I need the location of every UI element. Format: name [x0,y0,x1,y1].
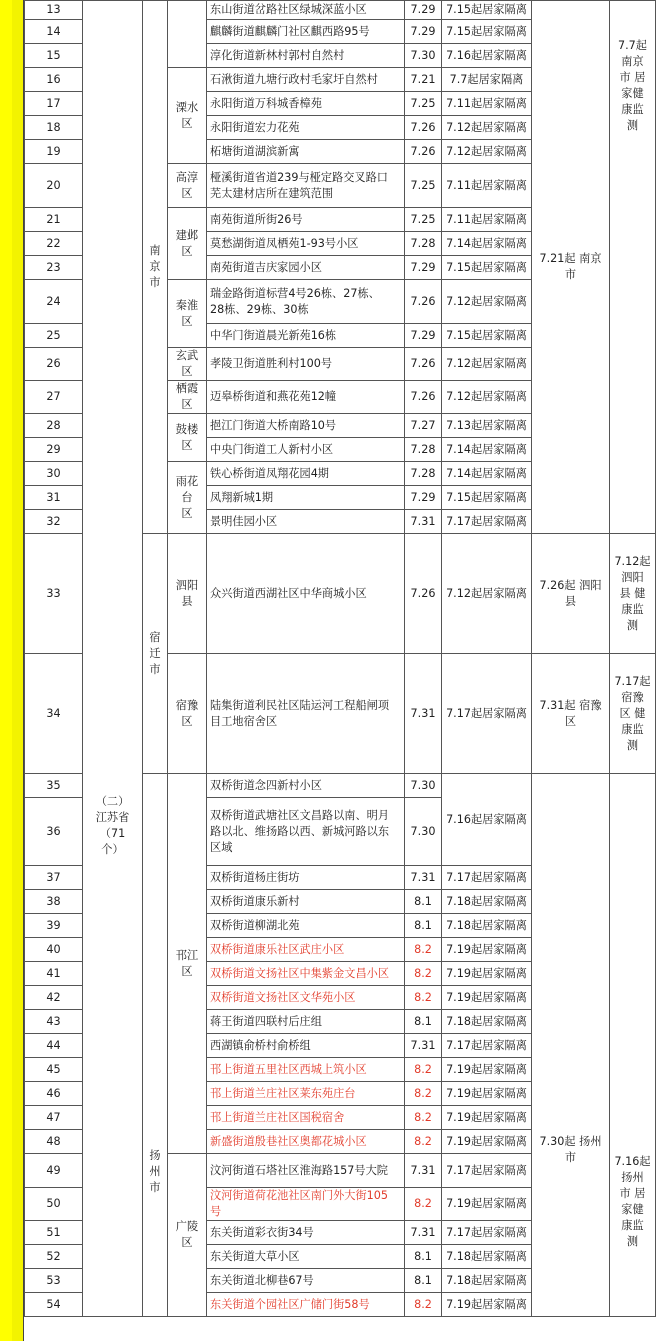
date-cell: 7.28 [405,462,442,486]
isolation-cell: 7.7起居家隔离 [442,68,532,92]
date-cell: 7.25 [405,208,442,232]
address-cell: 孝陵卫街道胜利村100号 [207,348,405,381]
date-cell: 7.31 [405,1034,442,1058]
date-cell: 8.1 [405,1245,442,1269]
health-suyu [610,654,656,774]
district-guangling: 广陵区 [168,1154,207,1317]
date-cell: 8.2 [405,1130,442,1154]
address-cell: 东关街道个园社区广储门街58号 [207,1293,405,1317]
address-cell [207,798,405,866]
address-cell: 众兴街道西湖社区中华商城小区 [207,534,405,654]
health-nanjing-line: 市 居 [619,71,646,84]
health-yangzhou-line: 测 [626,1235,639,1248]
address-cell: 邗上街道兰庄社区国税宿舍 [207,1106,405,1130]
city-nanjing-line: 京 [149,260,161,273]
isolation-cell: 7.17起居家隔离 [442,1221,532,1245]
highlight-bar-edge [12,0,24,1341]
address-cell [207,654,405,774]
address-line: 目工地宿舍区 [210,714,278,728]
row-number: 23 [25,256,83,280]
row-number: 33 [25,534,83,654]
address-cell: 双桥街道文扬社区文华苑小区 [207,986,405,1010]
health-suyu-line: 测 [626,738,639,752]
address-line: 区域 [210,840,233,854]
date-cell: 7.31 [405,1154,442,1188]
date-cell: 7.28 [405,438,442,462]
address-line: 双桥街道武塘社区文昌路以南、明月 [210,808,390,822]
isolation-cell: 7.15起居家隔离 [442,324,532,348]
city-yangzhou-line: 市 [149,1181,161,1194]
row-number: 53 [25,1269,83,1293]
health-siyang [610,534,656,654]
row-number: 46 [25,1082,83,1106]
address-cell [207,164,405,208]
isolation-cell: 7.18起居家隔离 [442,1245,532,1269]
date-cell: 7.26 [405,348,442,381]
row-number: 41 [25,962,83,986]
date-cell: 8.1 [405,1269,442,1293]
address-line: 路以北、维扬路以西、新城河路以东 [210,824,390,838]
address-cell: 双桥街道念四新村小区 [207,774,405,798]
isolation-cell: 7.16起居家隔离 [442,44,532,68]
row-number: 28 [25,414,83,438]
district-jianye: 建邺区 [168,208,207,280]
health-suyu-line: 区 健 [619,706,646,720]
city-suqian-line: 宿 [149,630,161,644]
province-line: （71 [99,827,126,840]
isolation-cell: 7.17起居家隔离 [442,510,532,534]
isolation-cell: 7.15起居家隔离 [442,1,532,20]
district-qixia: 栖霞区 [168,381,207,414]
health-yangzhou [610,774,656,1317]
province-line: （二） [95,795,130,808]
date-cell: 7.31 [405,654,442,774]
isolation-cell: 7.12起居家隔离 [442,280,532,324]
district-yuhuatai [168,462,207,534]
city-yangzhou-line: 扬 [149,1149,161,1162]
district-xuanwu: 玄武区 [168,348,207,381]
city-suqian-line: 迁 [149,646,161,660]
address-cell: 邗上街道兰庄社区莱东苑庄台 [207,1082,405,1106]
date-cell: 8.2 [405,938,442,962]
health-nanjing-line: 家健 [621,87,644,100]
date-cell: 8.2 [405,1188,442,1221]
address-line: 桠溪街道省道239与桠定路交叉路口 [210,170,388,184]
address-cell: 西湖镇俞桥村俞桥组 [207,1034,405,1058]
address-cell: 邗上街道五里社区西城上筑小区 [207,1058,405,1082]
isolation-cell: 7.19起居家隔离 [442,938,532,962]
health-siyang-line: 7.12起 [614,554,651,568]
address-cell: 迈皋桥街道和燕花苑12幢 [207,381,405,414]
row-number: 27 [25,381,83,414]
row-number: 26 [25,348,83,381]
address-cell: 南苑街道吉庆家园小区 [207,256,405,280]
row-number: 51 [25,1221,83,1245]
isolation-table [24,0,656,1317]
city-nanjing-line: 市 [149,276,161,289]
row-number: 37 [25,866,83,890]
date-cell: 8.1 [405,914,442,938]
address-cell: 东关街道北柳巷67号 [207,1269,405,1293]
isolation-cell: 7.15起居家隔离 [442,256,532,280]
row-number: 24 [25,280,83,324]
row-number: 16 [25,68,83,92]
city-yangzhou [143,774,168,1317]
district-qinhuai: 秦淮区 [168,280,207,348]
isolation-cell: 7.17起居家隔离 [442,1034,532,1058]
date-cell: 7.30 [405,774,442,798]
health-yangzhou-line: 康监 [621,1219,644,1232]
start-siyang [532,534,610,654]
address-cell: 双桥街道康乐社区武庄小区 [207,938,405,962]
address-line: 芜太建材店所在建筑范围 [210,186,334,200]
date-cell: 8.1 [405,890,442,914]
health-suyu-line: 7.17起 [614,674,651,688]
start-siyang-line: 县 [564,594,577,608]
city-nanjing [143,1,168,534]
district-yuhuatai-line: 区 [181,506,193,520]
health-siyang-line: 康监 [621,602,644,616]
address-cell: 双桥街道康乐新村 [207,890,405,914]
isolation-cell: 7.14起居家隔离 [442,232,532,256]
address-cell: 莫愁湖街道凤栖苑1-93号小区 [207,232,405,256]
date-cell: 7.26 [405,140,442,164]
district-yuhuatai-line: 雨花台 [175,474,199,504]
isolation-cell: 7.12起居家隔离 [442,534,532,654]
address-cell: 中央门街道工人新村小区 [207,438,405,462]
date-cell: 7.28 [405,232,442,256]
address-cell: 新盛街道殷巷社区奥都花城小区 [207,1130,405,1154]
address-line: 28栋、29栋、30栋 [210,302,309,316]
date-cell: 8.2 [405,1293,442,1317]
isolation-cell: 7.17起居家隔离 [442,1154,532,1188]
row-number: 15 [25,44,83,68]
date-cell: 7.27 [405,414,442,438]
row-number: 22 [25,232,83,256]
health-nanjing-line: 7.7起 [618,39,647,52]
city-nanjing-line: 南 [149,244,161,257]
row-number: 44 [25,1034,83,1058]
date-cell: 8.2 [405,1058,442,1082]
address-line: 汶河街道荷花池社区南门外大街105 [210,1189,388,1202]
address-line: 陆集街道利民社区陆运河工程船闸项 [210,698,390,712]
address-cell [207,1188,405,1221]
isolation-cell: 7.18起居家隔离 [442,1269,532,1293]
isolation-cell: 7.15起居家隔离 [442,20,532,44]
district-siyang: 泗阳县 [168,534,207,654]
isolation-cell: 7.11起居家隔离 [442,92,532,116]
start-suyu: 7.31起 宿豫区 [532,654,610,774]
date-cell: 7.25 [405,92,442,116]
health-yangzhou-line: 扬州 [621,1171,644,1184]
isolation-cell: 7.18起居家隔离 [442,890,532,914]
address-cell: 双桥街道文扬社区中集紫金文昌小区 [207,962,405,986]
isolation-cell: 7.12起居家隔离 [442,116,532,140]
isolation-cell: 7.15起居家隔离 [442,486,532,510]
isolation-cell: 7.18起居家隔离 [442,914,532,938]
row-number: 17 [25,92,83,116]
row-number: 13 [25,1,83,20]
health-yangzhou-line: 家健 [621,1203,644,1216]
isolation-cell: 7.19起居家隔离 [442,1082,532,1106]
district-cell-blank [168,1,207,68]
health-nanjing-line: 康监 [621,103,644,116]
date-cell: 7.30 [405,44,442,68]
isolation-cell: 7.19起居家隔离 [442,962,532,986]
row-number: 42 [25,986,83,1010]
row-number: 20 [25,164,83,208]
isolation-cell: 7.14起居家隔离 [442,438,532,462]
row-number: 30 [25,462,83,486]
isolation-cell: 7.19起居家隔离 [442,1130,532,1154]
isolation-cell: 7.17起居家隔离 [442,654,532,774]
isolation-cell: 7.19起居家隔离 [442,986,532,1010]
address-cell: 东关街道彩衣街34号 [207,1221,405,1245]
city-yangzhou-line: 州 [149,1165,161,1178]
start-yangzhou-line: 7.30起 扬州 [539,1135,602,1148]
address-cell: 麒麟街道麒麟门社区麒西路95号 [207,20,405,44]
start-siyang-line: 7.26起 泗阳 [539,578,602,592]
address-cell: 石湫街道九塘行政村毛家圩自然村 [207,68,405,92]
address-cell: 东山街道岔路社区绿城深蓝小区 [207,1,405,20]
address-cell: 双桥街道杨庄街坊 [207,866,405,890]
date-cell: 7.29 [405,256,442,280]
row-number: 40 [25,938,83,962]
date-cell: 7.26 [405,381,442,414]
date-cell: 7.31 [405,1221,442,1245]
row-number: 35 [25,774,83,798]
date-cell: 7.29 [405,20,442,44]
isolation-cell: 7.18起居家隔离 [442,1010,532,1034]
health-nanjing-line: 测 [626,119,639,132]
row-number: 49 [25,1154,83,1188]
date-cell: 7.29 [405,324,442,348]
start-yangzhou-line: 市 [564,1151,577,1164]
row-number: 31 [25,486,83,510]
isolation-cell: 7.17起居家隔离 [442,866,532,890]
row-number: 38 [25,890,83,914]
date-cell: 7.26 [405,534,442,654]
date-cell: 7.21 [405,68,442,92]
isolation-cell: 7.14起居家隔离 [442,462,532,486]
district-lishui: 溧水区 [168,68,207,164]
row-number: 48 [25,1130,83,1154]
address-cell: 景明佳园小区 [207,510,405,534]
row-number: 39 [25,914,83,938]
district-suyu: 宿豫区 [168,654,207,774]
address-cell [207,280,405,324]
district-hanjiang: 邗江区 [168,774,207,1154]
address-cell: 双桥街道柳湖北苑 [207,914,405,938]
province-line: 江苏省 [95,811,130,824]
address-cell: 铁心桥街道凤翔花园4期 [207,462,405,486]
isolation-cell: 7.11起居家隔离 [442,164,532,208]
date-cell: 7.29 [405,1,442,20]
address-cell: 凤翔新城1期 [207,486,405,510]
address-cell: 南苑街道所街26号 [207,208,405,232]
highlight-bar [0,0,12,1341]
row-number: 54 [25,1293,83,1317]
address-line: 瑞金路街道标营4号26栋、27栋、 [210,286,380,300]
isolation-cell: 7.19起居家隔离 [442,1106,532,1130]
date-cell: 8.2 [405,1106,442,1130]
row-number: 25 [25,324,83,348]
city-suqian-line: 市 [149,662,161,676]
table-row [25,1,656,20]
province-line: 个） [101,843,124,856]
health-siyang-line: 测 [626,618,639,632]
row-number: 50 [25,1188,83,1221]
health-nanjing-line: 南京 [621,55,644,68]
address-cell: 东关街道大草小区 [207,1245,405,1269]
row-number: 32 [25,510,83,534]
date-cell: 8.1 [405,1010,442,1034]
address-cell: 汶河街道石塔社区淮海路157号大院 [207,1154,405,1188]
district-gulou: 鼓楼区 [168,414,207,462]
date-cell: 8.2 [405,1082,442,1106]
health-suyu-line: 康监 [621,722,644,736]
row-number: 45 [25,1058,83,1082]
address-cell: 永阳街道万科城香樟苑 [207,92,405,116]
health-yangzhou-line: 市 居 [619,1187,646,1200]
address-cell: 永阳街道宏力花苑 [207,116,405,140]
date-cell: 7.31 [405,510,442,534]
isolation-cell: 7.12起居家隔离 [442,381,532,414]
row-number: 34 [25,654,83,774]
date-cell: 7.25 [405,164,442,208]
row-number: 18 [25,116,83,140]
province-cell [83,1,143,1317]
date-cell: 8.2 [405,962,442,986]
row-number: 36 [25,798,83,866]
district-gaochun: 高淳区 [168,164,207,208]
row-number: 52 [25,1245,83,1269]
isolation-cell: 7.19起居家隔离 [442,1293,532,1317]
date-cell: 7.30 [405,798,442,866]
row-number: 43 [25,1010,83,1034]
address-cell: 淳化街道新林村郭村自然村 [207,44,405,68]
date-cell: 7.26 [405,116,442,140]
date-cell: 7.29 [405,486,442,510]
isolation-cell: 7.12起居家隔离 [442,348,532,381]
health-yangzhou-line: 7.16起 [614,1155,651,1168]
isolation-cell: 7.13起居家隔离 [442,414,532,438]
isolation-cell: 7.19起居家隔离 [442,1058,532,1082]
date-cell: 8.2 [405,986,442,1010]
address-cell: 挹江门街道大桥南路10号 [207,414,405,438]
address-cell: 蒋王街道四联村后庄组 [207,1010,405,1034]
health-suyu-line: 宿豫 [621,690,644,704]
address-cell: 柘塘街道湖滨新寓 [207,140,405,164]
start-yangzhou [532,774,610,1317]
start-nanjing: 7.21起 南京市 [532,1,610,534]
row-number: 19 [25,140,83,164]
city-suqian [143,534,168,774]
row-number: 14 [25,20,83,44]
health-siyang-line: 泗阳 [621,570,644,584]
date-cell: 7.26 [405,280,442,324]
isolation-cell: 7.19起居家隔离 [442,1188,532,1221]
address-cell: 中华门街道晨光新苑16栋 [207,324,405,348]
isolation-cell: 7.16起居家隔离 [442,774,532,866]
row-number: 29 [25,438,83,462]
health-siyang-line: 县 健 [619,586,646,600]
health-nanjing [610,1,656,534]
row-number: 47 [25,1106,83,1130]
isolation-cell: 7.12起居家隔离 [442,140,532,164]
date-cell: 7.31 [405,866,442,890]
address-line: 号 [210,1205,222,1218]
row-number: 21 [25,208,83,232]
isolation-cell: 7.11起居家隔离 [442,208,532,232]
